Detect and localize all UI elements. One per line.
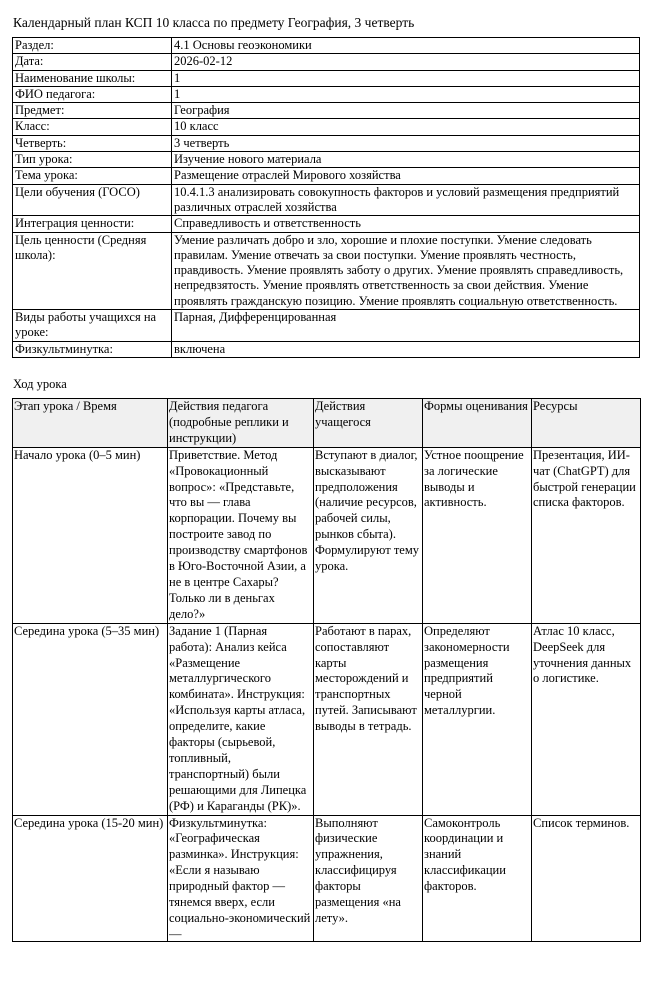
teacher-actions-text: Физкультминутка: «Географическая разминка». Инструкция: «Если я называю природный фактор — тянемся вверх, если социально-экономический — (169, 815, 311, 941)
info-label: Дата: (13, 54, 172, 70)
student-actions-cell: Работают в парах, сопоставляют карты месторождений и транспортных путей. Записывают выводы в тетрадь. (314, 623, 423, 815)
info-value: 4.1 Основы геоэкономики (172, 38, 640, 54)
info-row (13, 86, 640, 102)
info-row (13, 135, 640, 151)
info-row (13, 38, 640, 54)
teacher-actions-cell: Задание 1 (Парная работа): Анализ кейса «Размещение металлургического комбината». Инструкция: «Используя карты атласа, определите, какие факторы (сырьевой, топливный, транспортный) были решающими для Липецка (РФ) и Караганды (РК)». (168, 623, 314, 815)
info-label: Интеграция ценности: (13, 216, 172, 232)
assessment-text: Самоконтроль координации и знаний классификации факторов. (424, 815, 506, 894)
info-label: Наименование школы: (13, 70, 172, 86)
info-value: География (172, 103, 640, 119)
info-value: Парная, Дифференцированная (172, 310, 640, 342)
info-row (13, 54, 640, 70)
stage-cell: Середина урока (5–35 мин) (13, 623, 168, 815)
info-row (13, 152, 640, 168)
info-label: ФИО педагога: (13, 86, 172, 102)
column-header-resources: Ресурсы (532, 399, 641, 448)
info-label: Класс: (13, 119, 172, 135)
info-row (13, 216, 640, 232)
info-row (13, 103, 640, 119)
info-row (13, 232, 640, 309)
resources-cell (532, 815, 641, 941)
info-value: Изучение нового материала (172, 152, 640, 168)
info-label: Тема урока: (13, 168, 172, 184)
info-row (13, 184, 640, 216)
info-label: Тип урока: (13, 152, 172, 168)
info-value: 1 (172, 70, 640, 86)
assessment-cell: Определяют закономерности размещения предприятий черной металлургии. (423, 623, 532, 815)
student-actions-cell: Вступают в диалог, высказывают предположения (наличие ресурсов, рабочей силы, рынков сбыта). Формулируют тему урока. (314, 447, 423, 623)
column-header-assessment: Формы оценивания (423, 399, 532, 448)
lesson-header-row (13, 399, 641, 448)
resources-cell: Презентация, ИИ-чат (ChatGPT) для быстрой генерации списка факторов. (532, 447, 641, 623)
teacher-actions-cell (168, 815, 314, 941)
info-value: Справедливость и ответственность (172, 216, 640, 232)
info-label: Четверть: (13, 135, 172, 151)
info-row (13, 70, 640, 86)
assessment-cell: Устное поощрение за логические выводы и активность. (423, 447, 532, 623)
lesson-plan-table (12, 398, 641, 942)
info-row (13, 341, 640, 357)
resources-text: Список терминов. (533, 815, 630, 830)
document-title: Календарный план КСП 10 класса по предмету География, 3 четверть (13, 15, 415, 30)
lesson-progress-heading: Ход урока (13, 377, 67, 391)
info-row (13, 310, 640, 342)
lesson-row (13, 623, 641, 815)
info-label: Физкультминутка: (13, 341, 172, 357)
column-header-student: Действия учащегося (314, 399, 423, 448)
info-row (13, 168, 640, 184)
teacher-actions-cell: Приветствие. Метод «Провокационный вопрос»: «Представьте, что вы — глава корпорации. Почему вы построите завод по производству смартфонов в Юго-Восточной Азии, а не в центре Сахары? Только ли в деньгах дело?» (168, 447, 314, 623)
info-value: 10 класс (172, 119, 640, 135)
stage-cell (13, 815, 168, 941)
resources-cell: Атлас 10 класс, DeepSeek для уточнения данных о логистике. (532, 623, 641, 815)
info-row (13, 119, 640, 135)
column-header-teacher: Действия педагога (подробные реплики и инструкции) (168, 399, 314, 448)
student-actions-cell (314, 815, 423, 941)
lesson-row (13, 815, 641, 941)
assessment-cell (423, 815, 532, 941)
info-value: Размещение отраслей Мирового хозяйства (172, 168, 640, 184)
column-header-stage: Этап урока / Время (13, 399, 168, 448)
info-value: включена (172, 341, 640, 357)
stage-cell: Начало урока (0–5 мин) (13, 447, 168, 623)
info-value: 1 (172, 86, 640, 102)
info-value: 10.4.1.3 анализировать совокупность факторов и условий размещения предприятий различных отраслей хозяйства (172, 184, 640, 216)
info-value: 2026-02-12 (172, 54, 640, 70)
lesson-info-table (12, 37, 640, 358)
info-value: 3 четверть (172, 135, 640, 151)
info-label: Виды работы учащихся на уроке: (13, 310, 172, 342)
stage-text: Середина урока (15-20 мин) (14, 815, 164, 830)
info-label: Цели обучения (ГОСО) (13, 184, 172, 216)
info-value: Умение различать добро и зло, хорошие и плохие поступки. Умение следовать правилам. Умение отвечать за свои поступки. Умение проявлять честность, правдивость. Умение проявлять заботу о других. Умение проявлять справедливость, непредвзятость. Умение проявлять ответственность за свои действия. Умение проявлять гражданскую позицию. Умение проявлять социальную ответственность. (172, 232, 640, 309)
lesson-row (13, 447, 641, 623)
info-label: Цель ценности (Средняя школа): (13, 232, 172, 309)
info-label: Предмет: (13, 103, 172, 119)
info-label: Раздел: (13, 38, 172, 54)
student-actions-text: Выполняют физические упражнения, классифицируя факторы размещения «на лету». (315, 815, 401, 925)
